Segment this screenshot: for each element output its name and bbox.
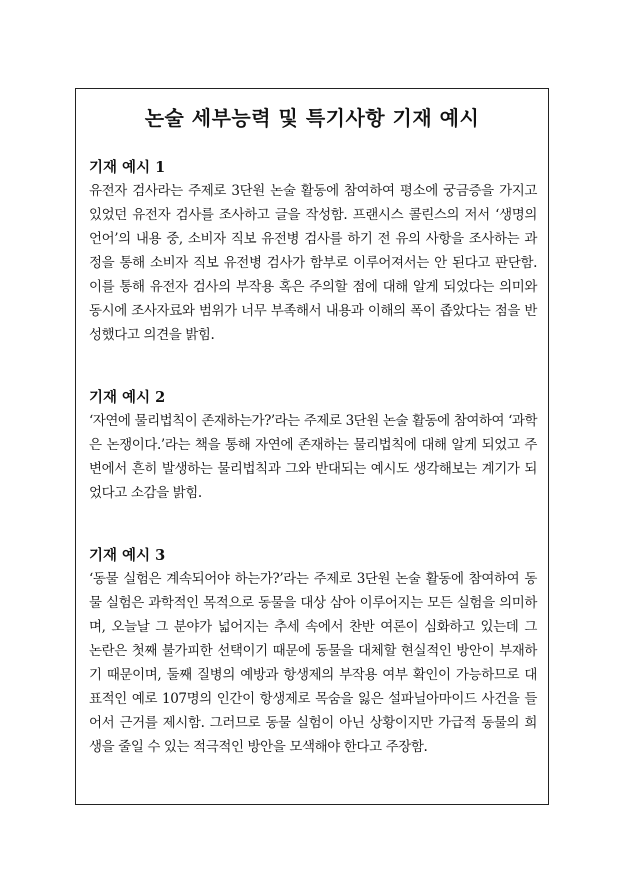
text-line: 동시에 조사자료와 범위가 너무 부족해서 내용과 이해의 폭이 좁았다는 점을 반 [89,303,537,319]
text-line: 표적인 예로 107명의 인간이 항생제로 목숨을 잃은 설파닐아마이드 사건을 들 [89,691,537,707]
example-heading: 기재 예시 3 [89,547,166,564]
text-line: 었다고 소감을 밝힘. [89,485,202,501]
text-line: 기 때문이며, 둘째 질병의 예방과 항생제의 부작용 여부 확인이 가능하므로 대 [89,667,537,683]
text-line: 이를 통해 유전자 검사의 부작용 혹은 주의할 점에 대해 알게 되었다는 의미와 [89,279,537,295]
text-line: 있었던 유전자 검사를 조사하고 글을 작성함. 프랜시스 콜린스의 저서 ‘생명의 [89,207,537,223]
text-line: 며, 오늘날 그 분야가 넓어지는 추세 속에서 찬반 여론이 심화하고 있는데 그 [89,619,537,635]
example-section-2 [89,387,537,505]
example-heading: 기재 예시 1 [89,159,166,176]
text-line: 성했다고 의견을 밝힘. [89,327,215,343]
text-line: 정을 통해 소비자 직보 유전병 검사가 함부로 이루어져서는 안 된다고 판단함. [89,255,537,271]
text-line: 언어’의 내용 중, 소비자 직보 유전병 검사를 하기 전 유의 사항을 조사하는 과 [89,231,537,247]
example-heading: 기재 예시 2 [89,389,166,406]
text-line: 유전자 검사라는 주제로 3단원 논술 활동에 참여하여 평소에 궁금증을 가지고 [89,183,537,199]
example-body [89,567,537,759]
document-title: 논술 세부능력 및 특기사항 기재 예시 [144,106,480,130]
text-line: 변에서 흔히 발생하는 물리법칙과 그와 반대되는 예시도 생각해보는 계기가 되 [89,461,537,477]
example-box [75,88,549,805]
example-body [89,409,537,505]
text-line: 은 논쟁이다.’라는 책을 통해 자연에 존재하는 물리법칙에 대해 알게 되었고 주 [89,437,537,453]
text-line: ‘동물 실험은 계속되어야 하는가?’라는 주제로 3단원 논술 활동에 참여하여 동 [89,571,537,587]
example-section-3 [89,545,537,759]
text-line: 생을 줄일 수 있는 적극적인 방안을 모색해야 한다고 주장함. [89,739,428,755]
text-line: ‘자연에 물리법칙이 존재하는가?’라는 주제로 3단원 논술 활동에 참여하여 ‘과학 [89,413,537,429]
example-body [89,179,537,347]
text-line: 물 실험은 과학적인 목적으로 동물을 대상 삼아 이루어지는 모든 실험을 의미하 [89,595,537,611]
text-line: 논란은 첫째 불가피한 선택이기 때문에 동물을 대체할 현실적인 방안이 부재하 [89,643,537,659]
text-line: 어서 근거를 제시함. 그러므로 동물 실험이 아닌 상황이지만 가급적 동물의 희 [89,715,537,731]
example-section-1 [89,157,537,347]
